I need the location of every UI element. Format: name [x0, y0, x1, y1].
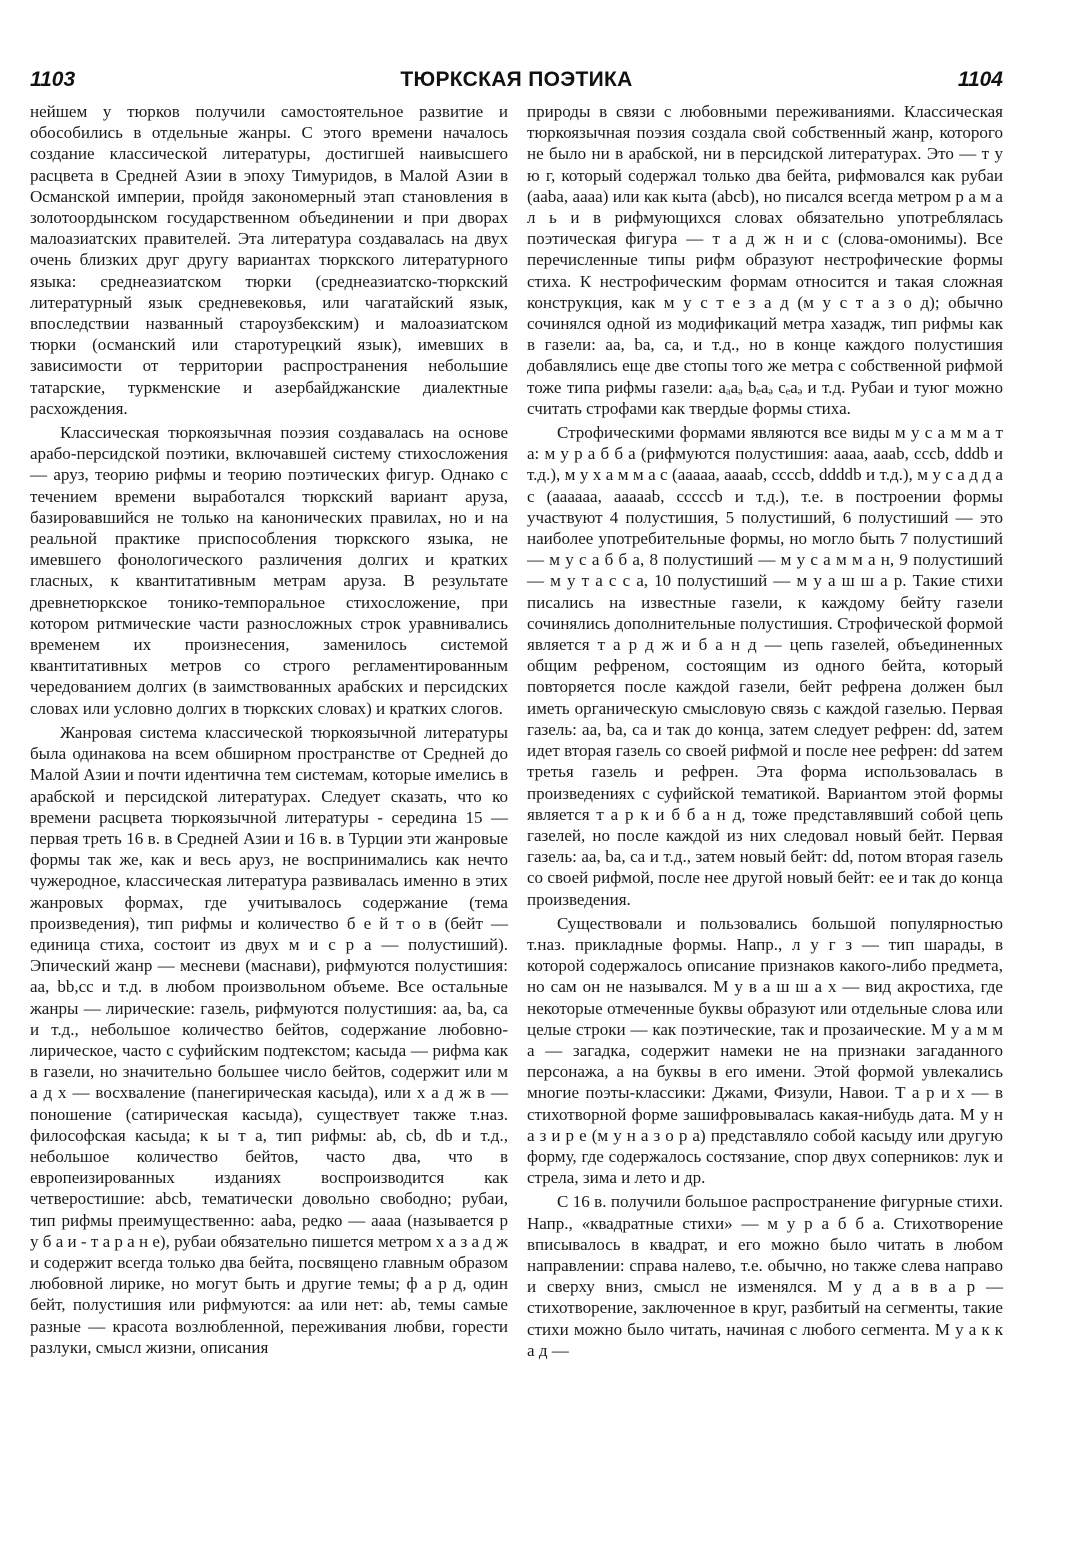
running-title: ТЮРКСКАЯ ПОЭТИКА — [400, 68, 633, 91]
left-column — [30, 101, 508, 1358]
right-column — [527, 101, 1003, 1361]
page-number-right: 1104 — [957, 68, 1003, 91]
paragraph: нейшем у тюрков получили самостоятельное развитие и обособились в отдельные жанры. С этого времени началось создание классической литературы, достигшей наивысшего расцвета в Средней Азии в эпоху Тимуридов, в Малой Азии в Османской империи, пройдя закономерный этап становления в золотоордынском государственном объединении и при дворах малоазиатских правителей. Эта литература создавалась на двух очень близких друг другу вариантах тюркского литературного языка: среднеазиатском тюрки (среднеазиатско-тюркский литературный язык средневековья, или чагатайский язык, впоследствии названный староузбекским) и малоазиатском тюрки (османский или старотурецкий язык), имевших в зависимости от территории распространения небольшие татарские, туркменские и азербайджанские диалектные расхождения. — [30, 102, 508, 418]
paragraph: Строфическими формами являются все виды м у с а м м а т а: м у р а б б а (рифмуются полустишия: aaaa, aaab, cccb, dddb и т.д.), м у х а м м а с (aaaaa, aaaab, ccccb, ddddb и т.д.), м у с а д д а с (aaaaaa, aaaaab, cccccb и т.д.), т.е. в построении формы участвуют 4 полустишия, 5 полустиший, 6 полустиший — это наиболее употребительные формы, но могло быть 7 полустиший — м у с а б б а, 8 полустиший — м у с а м м а н, 9 полустиший — м у т а с с а, 10 полустиший — м у а ш ш а р. Такие стихи писались на известные газели, к каждому бейту газели сочинялись дополнительные полустишия. Строфической формой является т а р д ж и б а н д — цепь газелей, объединенных общим рефреном, состоящим из одного бейта, который повторяется после каждой газели, бейт рефрена должен был иметь органическую смысловую связь с каждой газелью. Первая газель: aa, ba, ca и так до конца, затем следует рефрен: dd, затем идет вторая газель со своей рифмой и после нее рефрен: dd затем третья газель и рефрен. Эта форма использовалась в произведениях с суфийской тематикой. Вариантом этой формы является т а р к и б б а н д, тоже представлявший собой цепь газелей, но после каждой из них следовал новый бейт. Первая газель: aa, ba, ca и т.д., затем новый бейт: dd, потом вторая газель со своей рифмой, после нее другой новый бейт: ee и так до конца произведения. — [527, 423, 1003, 909]
paragraph: Существовали и пользовались большой популярностью т.наз. прикладные формы. Напр., л у г з — тип шарады, в которой содержалось описание признаков какого-либо предмета, но сам он не назывался. М у в а ш ш а х — вид акростиха, где некоторые отмеченные буквы образуют или отдельные слова или целые строки — как поэтические, так и прозаические. М у а м м а — загадка, содержит намеки не на признаки загаданного персонажа, а на буквы в его имени. Этой формой увлекались многие поэты-классики: Джами, Физули, Навои. Т а р и х — в стихотворной форме зашифровывалась какая-нибудь дата. М у н а з и р е (м у н а з о р а) представляло собой касыду или другую форму, где содержалось состязание, спор двух соперников: лук и стрела, зима и лето и др. — [527, 913, 1003, 1188]
page-number-left: 1103 — [30, 68, 76, 91]
paragraph: Классическая тюркоязычная поэзия создавалась на основе арабо-персидской поэтики, включавшей систему стихосложения — аруз, теорию рифмы и теорию поэтических фигур. Однако с течением времени выработался тюркский вариант аруза, базировавшийся не только на канонических правилах, но и на реальной практике приспособления тюркского языка, не имевшего фонологического различения долгих и кратких гласных, к квантитативным метрам аруза. В результате древнетюркское тонико-темпоральное стихосложение, при котором ритмические части разносложных строк уравнивались временем их произнесения, заменилось системой квантитативных метров со строго регламентированным чередованием долгих (в заимствованных арабских и персидских словах или условно долгих в тюркских словах) и кратких слогов. — [30, 423, 508, 718]
paragraph: С 16 в. получили большое распространение фигурные стихи. Напр., «квадратные стихи» — м у р а б б а. Стихотворение вписывалось в квадрат, и его можно было читать в любом направлении: справа налево, т.е. обычно, но также слева направо и сверху вниз, смысл не изменялся. М у д а в в а р — стихотворение, заключенное в круг, разбитый на сегменты, такие стихи можно было читать, начиная с любого сегмента. М у а к к а д — — [527, 1192, 1003, 1360]
page-header — [30, 62, 1003, 98]
paragraph: Жанровая система классической тюркоязычной литературы была одинакова на всем обширном пространстве от Средней до Малой Азии и почти идентична тем системам, которые имелись в арабской и персидской литературах. Следует сказать, что ко времени расцвета тюркоязычной литературы - середина 15 — первая треть 16 в. в Средней Азии и 16 в. в Турции эти жанровые формы так же, как и весь аруз, не воспринимались как нечто чужеродное, классическая литература развивалась именно в этих жанровых формах, где учитывалось содержание (тема произведения), тип рифмы и количество б е й т о в (бейт — единица стиха, состоит из двух м и с р а — полустиший). Эпический жанр — месневи (маснави), рифмуются полустишия: аа, bb,cc и т.д. в любом произвольном объеме. Все остальные жанры — лирические: газель, рифмуются полустишия: аа, ba, ca и т.д., небольшое количество бейтов, содержание любовно-лирическое, часто с суфийским подтекстом; касыда — рифма как в газели, но значительно большее число бейтов, содержит или м а д х — восхваление (панегирическая касыда), или х а д ж в — поношение (сатирическая касыда), существует также т.наз. философская касыда; к ы т а, тип рифмы: ab, cb, db и т.д., небольшое количество бейтов, часто два, что в европеизированных изданиях воспроизводится как четверостишие: abcb, тематически довольно свободно; рубаи, тип рифмы преимущественно: aaba, редко — aaaa (называется р у б а и - т а р а н е), рубаи обязательно пишется метром х а з а д ж и содержит всегда только два бейта, посвящено главным образом любовной лирике, но могут быть и другие темы; ф а р д, один бейт, полустишия или рифмуются: аа или нет: ab, темы самые разные — красота возлюбленной, переживания любви, горести разлуки, смысл жизни, описания — [30, 722, 508, 1357]
paragraph: природы в связи с любовными переживаниями. Классическая тюркоязычная поэзия создала свой собственный жанр, которого не было ни в арабской, ни в персидской литературах. Это — т у ю г, который содержал только два бейта, рифмовался как рубаи (aaba, aaaa) или как кыта (abcb), но писался всегда метром р а м а л ь и в рифмующихся словах обязательно употреблялась поэтическая фигура — т а д ж н и с (слова-омонимы). Все перечисленные типы рифм образуют нестрофические формы стиха. К нестрофическим формам относится и такая сложная конструкция, как м у с т е з а д (м у с т а з о д); обычно сочинялся одной из модификаций метра хазадж, тип рифмы как в газели: aa, ba, ca, и т.д., но в конце каждого полустишия добавлялись еще две стопы того же метра с собственной рифмой тоже типа рифмы газели: aₐaₔ bₑaₔ cₑaₔ и т.д. Рубаи и туюг можно считать строфами как твердые формы стиха. — [527, 102, 1003, 418]
